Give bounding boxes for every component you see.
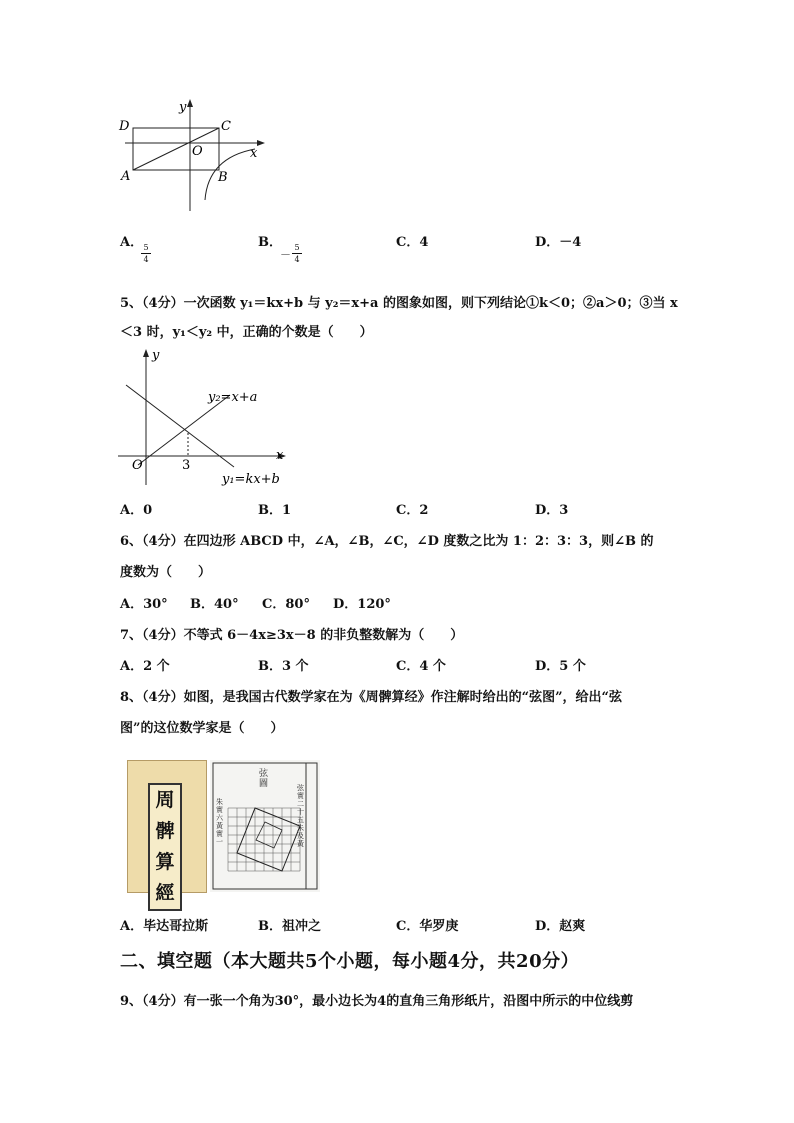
q4-option-a[interactable] xyxy=(120,231,143,250)
page-right-column xyxy=(297,783,305,848)
q7-number: 7、（4分） xyxy=(120,628,184,643)
q8-option-a[interactable]: A．毕达哥拉斯 xyxy=(120,919,209,934)
q5-line2: ＜3 时，y₁＜y₂ 中，正确的个数是（ ） xyxy=(120,325,373,340)
q4-option-d[interactable]: D．－4 xyxy=(535,235,582,250)
q6-line2: 度数为（ ） xyxy=(120,565,212,580)
q4-option-b-fraction xyxy=(292,243,302,264)
xiantu-page-image xyxy=(210,760,320,892)
q6-line1 xyxy=(120,530,654,549)
q4-option-a-letter: A． xyxy=(120,235,144,250)
q4-option-b-den: 4 xyxy=(294,255,300,264)
q8-line2: 图”的这位数学家是（ ） xyxy=(120,721,284,736)
page-right-col-char-5: 五 xyxy=(297,816,304,824)
q5-y-label: y xyxy=(152,348,160,363)
q4-label-A: A xyxy=(121,169,131,184)
q7-option-b[interactable]: B．3 个 xyxy=(258,659,309,674)
q6-option-d[interactable]: D．120° xyxy=(333,597,391,612)
page-left-col-char-4: 黃 xyxy=(216,822,223,830)
page-right-col-char-6: 朱 xyxy=(297,824,304,832)
q8-number: 8、（4分） xyxy=(120,690,184,705)
page-heading-char-2: 圖 xyxy=(259,779,269,789)
q8-line1 xyxy=(120,686,622,705)
q6-option-b[interactable]: B．40° xyxy=(190,597,239,612)
q6-number: 6、（4分） xyxy=(120,534,184,549)
q4-label-O: O xyxy=(192,144,203,159)
q4-figure xyxy=(115,95,275,220)
q4-option-c[interactable]: C．4 xyxy=(396,235,429,250)
q5-line2-label: y₂=x+a xyxy=(208,390,258,405)
q8-option-b[interactable]: B．祖冲之 xyxy=(258,919,321,934)
q6-option-c[interactable]: C．80° xyxy=(262,597,310,612)
q4-label-B: B xyxy=(218,170,228,185)
page-right-col-char-7: 及 xyxy=(297,832,304,840)
q5-line1-label: y₁=kx+b xyxy=(222,472,280,487)
book-title-char-3: 算 xyxy=(155,851,175,873)
q5-text-1: 一次函数 y₁＝kx+b 与 y₂＝x+a 的图象如图，则下列结论①k＜0；②a＞0；③当 x xyxy=(183,296,678,311)
q6-text-1: 在四边形 ABCD 中，∠A，∠B，∠C，∠D 度数之比为 1：2：3：3，则∠B 的 xyxy=(183,534,654,549)
q5-tick-3: 3 xyxy=(182,458,191,473)
page-left-col-char-2: 實 xyxy=(216,806,223,814)
q5-option-a[interactable]: A．0 xyxy=(120,503,153,518)
q7-option-d[interactable]: D．5 个 xyxy=(535,659,586,674)
q4-option-b-sign: － xyxy=(280,248,291,261)
page-heading-char-1: 弦 xyxy=(259,769,269,779)
book-title-label xyxy=(148,783,182,911)
q4-option-b[interactable] xyxy=(258,231,282,250)
page-left-col-char-5: 實 xyxy=(216,830,223,838)
q4-label-x: x xyxy=(250,146,258,161)
q5-line1 xyxy=(120,292,678,311)
q4-option-a-num: 5 xyxy=(143,243,149,252)
book-title-char-4: 經 xyxy=(155,882,175,904)
book-title-char-2: 髀 xyxy=(155,820,175,842)
page-left-column xyxy=(216,797,224,846)
page-left-col-char-6: 一 xyxy=(216,838,223,846)
q8-text-1: 如图，是我国古代数学家在为《周髀算经》作注解时给出的“弦图”，给出“弦 xyxy=(183,690,623,705)
zhoubi-book-cover xyxy=(127,760,207,904)
q5-x-label: x xyxy=(276,448,284,463)
q4-option-b-num: 5 xyxy=(294,243,300,252)
page-right-col-char-8: 黃 xyxy=(297,840,304,848)
q5-option-c[interactable]: C．2 xyxy=(396,503,429,518)
q8-option-d[interactable]: D．赵爽 xyxy=(535,919,586,934)
section-heading-fill-in: 二、填空题（本大题共5个小题，每小题4分，共20分） xyxy=(120,951,580,972)
q7-option-c[interactable]: C．4 个 xyxy=(396,659,446,674)
q7-option-a[interactable]: A．2 个 xyxy=(120,659,170,674)
q4-label-y: y xyxy=(179,100,187,115)
q4-option-b-letter: B． xyxy=(258,235,282,250)
page-right-col-char-2: 實 xyxy=(297,792,304,800)
page-right-col-char-1: 弦 xyxy=(297,784,304,792)
q5-option-d[interactable]: D．3 xyxy=(535,503,569,518)
q5-number: 5、（4分） xyxy=(120,296,184,311)
q5-origin-label: O xyxy=(132,458,143,473)
page-right-col-char-3: 二 xyxy=(297,800,304,808)
q9-number: 9、（4分） xyxy=(120,994,184,1009)
q4-label-C: C xyxy=(221,119,231,134)
q7-text: 不等式 6－4x≥3x－8 的非负整数解为（ ） xyxy=(183,628,464,643)
q7-line xyxy=(120,624,463,643)
q4-option-a-fraction xyxy=(141,243,151,264)
q5-option-b[interactable]: B．1 xyxy=(258,503,292,518)
q9-text: 有一张一个角为30°，最小边长为4的直角三角形纸片，沿图中所示的中位线剪 xyxy=(183,994,634,1009)
page-right-col-char-4: 十 xyxy=(297,808,304,816)
q4-option-a-den: 4 xyxy=(143,255,149,264)
q5-figure xyxy=(118,345,298,490)
q4-label-D: D xyxy=(119,119,130,134)
q8-option-c[interactable]: C．华罗庚 xyxy=(396,919,459,934)
q6-option-a[interactable]: A．30° xyxy=(120,597,168,612)
page-left-col-char-3: 六 xyxy=(216,814,223,822)
book-title-char-1: 周 xyxy=(155,789,175,811)
q9-line xyxy=(120,990,633,1009)
page-left-col-char-1: 朱 xyxy=(216,798,223,806)
